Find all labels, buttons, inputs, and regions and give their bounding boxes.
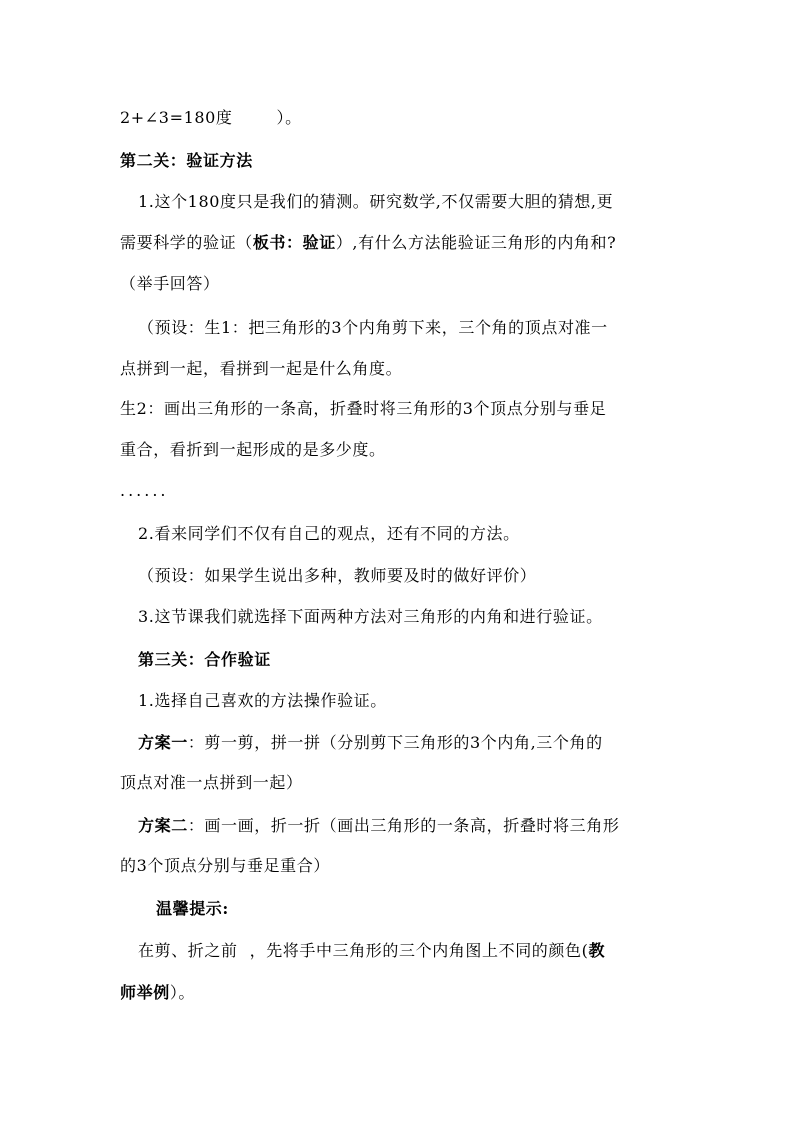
p1-text-c: ）,有什么方法能验证三角形的内角和? <box>335 233 617 252</box>
section-2-heading: 第二关：验证方法 <box>120 151 253 170</box>
tip-text-a: 在剪、折之前 <box>138 941 238 960</box>
tip-line-1 <box>138 941 605 961</box>
paragraph-1-line-2 <box>120 233 616 253</box>
plan-1-line-1 <box>138 733 603 753</box>
plan-1-label: 方案一 <box>138 733 188 752</box>
section-3-heading: 第三关：合作验证 <box>138 650 271 669</box>
tip-line-2 <box>120 983 195 1003</box>
paragraph-3-line-2: 重合，看折到一起形成的是多少度。 <box>120 440 386 459</box>
line-angle-sum <box>120 108 302 128</box>
tip-text-b: ，先将手中三角形的三个内角图上不同的颜色( <box>249 941 589 960</box>
paragraph-4: 2.看来同学们不仅有自己的观点，还有不同的方法。 <box>138 524 520 543</box>
tip-text-end: ）。 <box>169 983 196 1002</box>
plan-2-line-1 <box>138 816 619 836</box>
plan-2-label: 方案二 <box>138 816 188 835</box>
tip-heading: 温馨提示: <box>156 899 229 918</box>
paragraph-1-line-3: （举手回答） <box>120 274 220 293</box>
angle-sum-text: 2+∠3=180度 <box>120 108 233 127</box>
p1-text-a: 需要科学的验证（ <box>120 233 253 252</box>
paragraph-2-line-1: （预设：生1：把三角形的3个内角剪下来，三个角的顶点对准一 <box>138 318 608 337</box>
ellipsis: ...... <box>120 481 169 500</box>
paragraph-7: 1.选择自己喜欢的方法操作验证。 <box>138 691 387 710</box>
plan-1-line-2: 顶点对准一点拼到一起） <box>120 773 303 792</box>
paragraph-3-line-1: 生2：画出三角形的一条高，折叠时将三角形的3个顶点分别与垂足 <box>120 399 607 418</box>
paragraph-2-line-2: 点拼到一起，看拼到一起是什么角度。 <box>120 359 403 378</box>
tip-teacher-1: 教 <box>588 941 606 960</box>
paragraph-6: 3.这节课我们就选择下面两种方法对三角形的内角和进行验证。 <box>138 607 603 626</box>
paragraph-1-line-1: 1.这个180度只是我们的猜测。研究数学,不仅需要大胆的猜想,更 <box>138 192 614 211</box>
plan-2-text: ：画一画，折一折（画出三角形的一条高，折叠时将三角形 <box>187 816 620 835</box>
tip-teacher-2: 师举例 <box>120 983 170 1002</box>
paragraph-5: （预设：如果学生说出多种，教师要及时的做好评价） <box>138 566 537 585</box>
plan-1-text: ：剪一剪，拼一拼（分别剪下三角形的3个内角,三个角的 <box>187 733 603 752</box>
board-writing-verify: 板书：验证 <box>252 233 336 252</box>
angle-sum-close: ）。 <box>276 108 302 127</box>
plan-2-line-2: 的3个顶点分别与垂足重合） <box>120 856 330 875</box>
